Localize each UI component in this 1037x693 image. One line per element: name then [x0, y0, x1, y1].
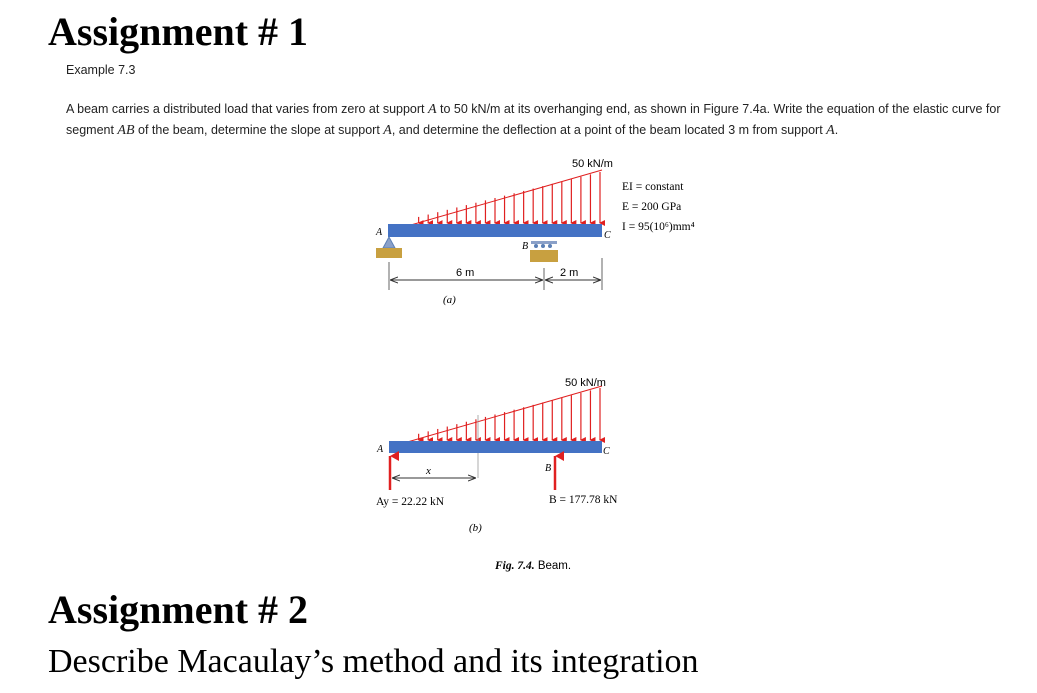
roller-b3	[548, 244, 552, 248]
figure-caption-number: Fig. 7.4.	[495, 560, 535, 572]
assignment-2-heading: Assignment # 2	[48, 587, 309, 632]
problem-text: to 50 kN/m at its overhanging end, as shown in Figure 7.4a. Write the equation of the elastic curve for segment	[66, 102, 1001, 137]
point-c-label: C	[604, 230, 611, 241]
prop-ei: EI = constant	[622, 181, 684, 193]
problem-text: A beam carries a distributed load that varies from zero at support	[66, 102, 428, 116]
beam-b	[389, 441, 602, 453]
support-base-a	[376, 248, 402, 258]
figure-caption-text: Beam.	[534, 560, 572, 572]
problem-var-a: A	[826, 123, 835, 138]
assignment-1-heading: Assignment # 1	[48, 9, 309, 54]
point-a-label: A	[376, 227, 383, 238]
problem-text: .	[834, 123, 839, 137]
load-label-b: 50 kN/m	[565, 377, 606, 389]
roller-plate-b	[531, 241, 557, 244]
roller-b1	[534, 244, 538, 248]
problem-text: , and determine the deflection at a point of the beam located 3 m from support	[391, 123, 827, 137]
problem-var-a: A	[383, 123, 392, 138]
reaction-b-label: B = 177.78 kN	[549, 494, 618, 506]
point-c-label-b: C	[603, 446, 610, 457]
problem-var-a: A	[427, 102, 437, 117]
beam-a	[388, 224, 602, 237]
prop-i: I = 95(10⁶)mm⁴	[622, 221, 695, 233]
dim-bc-label: 2 m	[560, 267, 579, 279]
dim-x-label: x	[426, 465, 431, 477]
support-base-b	[530, 250, 558, 262]
point-a-label-b: A	[377, 444, 384, 455]
problem-text: of the beam, determine the slope at support	[134, 123, 384, 137]
point-b-label: B	[522, 241, 529, 252]
problem-var-ab: AB	[117, 123, 135, 138]
caption-b: (b)	[469, 522, 482, 534]
point-b-label-b: B	[545, 463, 552, 474]
load-label-a: 50 kN/m	[572, 158, 613, 170]
load-envelope-a	[390, 170, 602, 231]
example-label: Example 7.3	[66, 63, 136, 77]
roller-b2	[541, 244, 545, 248]
caption-a: (a)	[443, 294, 456, 306]
dim-ab-label: 6 m	[456, 267, 475, 279]
load-envelope-b	[390, 386, 602, 447]
distributed-load-b	[419, 388, 600, 440]
reaction-a-label: Ay = 22.22 kN	[376, 496, 445, 508]
prop-e: E = 200 GPa	[622, 201, 682, 213]
assignment-2-text: Describe Macaulay’s method and its integration	[48, 643, 699, 680]
figure-caption	[494, 560, 571, 572]
pin-support-a	[383, 237, 395, 248]
